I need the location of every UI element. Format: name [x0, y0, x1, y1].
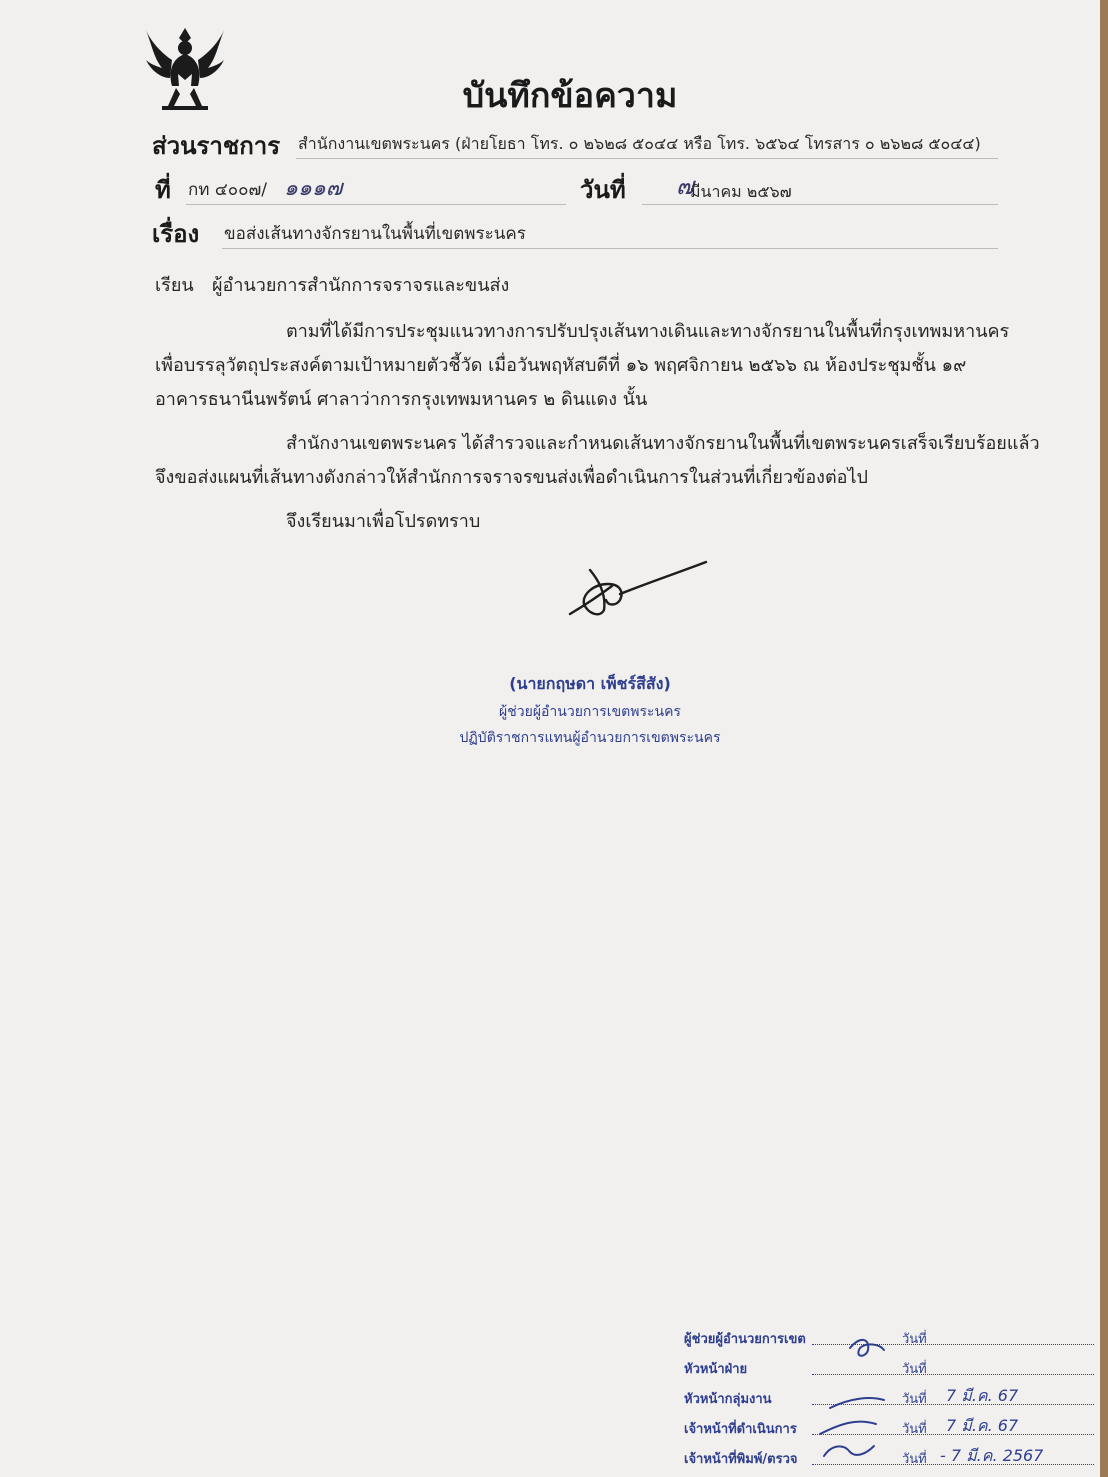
- subject-value: ขอส่งเส้นทางจักรยานในพื้นที่เขตพระนคร: [224, 224, 526, 244]
- signer-position-acting: ปฏิบัติราชการแทนผู้อำนวยการเขตพระนคร: [459, 730, 721, 746]
- routing-initials-mark: [810, 1328, 920, 1468]
- subject-label: เรื่อง: [152, 220, 200, 248]
- ref-value: กท ๔๐๐๗/: [188, 180, 268, 200]
- routing-row: หัวหน้ากลุ่มงาน วันที่ 7 มี.ค. 67: [684, 1382, 1094, 1412]
- date-underline: [642, 204, 998, 205]
- date-handwritten: ๗: [676, 172, 695, 200]
- para1-line: อาคารธนานีนพรัตน์ ศาลาว่าการกรุงเทพมหานคร ๒ ดินแดง นั้น: [155, 389, 648, 410]
- closing-text: จึงเรียนมาเพื่อโปรดทราบ: [286, 511, 481, 532]
- signature-mark: [560, 552, 720, 622]
- salutation-label: เรียน: [155, 275, 194, 296]
- ref-handwritten: ๑๑๑๗: [284, 176, 343, 201]
- para1-line: ตามที่ได้มีการประชุมแนวทางการปรับปรุงเส้นทางเดินและทางจักรยานในพื้นที่กรุงเทพมหานคร: [286, 321, 1010, 342]
- para2-line: สำนักงานเขตพระนคร ได้สำรวจและกำหนดเส้นทางจักรยานในพื้นที่เขตพระนครเสร็จเรียบร้อยแล้ว: [286, 433, 1040, 454]
- page-title: บันทึกข้อความ: [462, 76, 678, 116]
- ref-label: ที่: [155, 176, 171, 204]
- routing-row: ผู้ช่วยผู้อำนวยการเขต วันที่: [684, 1322, 1094, 1352]
- signer-position: ผู้ช่วยผู้อำนวยการเขตพระนคร: [499, 704, 681, 720]
- signer-name: (นายกฤษดา เพ็ชร์สีสัง): [509, 674, 671, 693]
- routing-row: หัวหน้าฝ่าย วันที่: [684, 1352, 1094, 1382]
- department-value: สำนักงานเขตพระนคร (ฝ่ายโยธา โทร. ๐ ๒๖๒๘ ๕๐๔๔ หรือ โทร. ๖๕๖๔ โทรสาร ๐ ๒๖๒๘ ๕๐๔๔): [298, 134, 981, 153]
- date-label: วันที่: [580, 176, 626, 204]
- date-value: มีนาคม ๒๕๖๗: [690, 182, 792, 201]
- signature-block: [420, 672, 760, 749]
- para2-line: จึงขอส่งแผนที่เส้นทางดังกล่าวให้สำนักการจราจรขนส่งเพื่อดำเนินการในส่วนที่เกี่ยวข้องต่อไป: [155, 467, 868, 488]
- ref-underline: [186, 204, 566, 205]
- routing-row: เจ้าหน้าที่ดำเนินการ วันที่ 7 มี.ค. 67: [684, 1412, 1094, 1442]
- para1-line: เพื่อบรรลุวัตถุประสงค์ตามเป้าหมายตัวชี้วัด เมื่อวันพฤหัสบดีที่ ๑๖ พฤศจิกายน ๒๕๖๖ ณ ห้องประชุมชั้น ๑๙: [155, 355, 967, 376]
- salutation-value: ผู้อำนวยการสำนักการจราจรและขนส่ง: [212, 275, 510, 296]
- routing-row: เจ้าหน้าที่พิมพ์/ตรวจ วันที่ - 7 มี.ค. 2567: [684, 1442, 1094, 1472]
- department-underline: [296, 158, 998, 159]
- department-label: ส่วนราชการ: [152, 132, 281, 160]
- subject-underline: [222, 248, 998, 249]
